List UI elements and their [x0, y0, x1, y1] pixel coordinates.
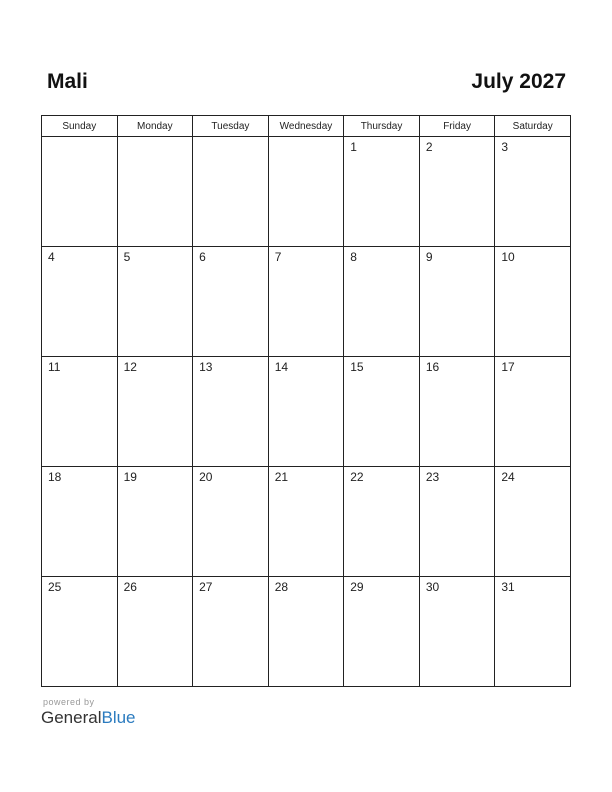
weekday-saturday: Saturday [495, 116, 571, 137]
day-cell [419, 137, 495, 247]
day-cell [42, 137, 118, 247]
day-cell [495, 357, 571, 467]
day-cell [344, 137, 420, 247]
week-row [42, 467, 571, 577]
calendar-grid [41, 115, 571, 687]
day-cell [42, 247, 118, 357]
day-cell [268, 137, 344, 247]
day-number: 25 [48, 580, 62, 594]
day-cell [495, 577, 571, 687]
day-cell [344, 247, 420, 357]
weekday-header-row [42, 116, 571, 137]
brand-logo[interactable] [41, 708, 136, 728]
brand-blue-text: Blue [101, 708, 136, 727]
day-cell [495, 247, 571, 357]
day-number: 10 [501, 250, 515, 264]
day-number: 6 [199, 250, 206, 264]
day-cell [268, 357, 344, 467]
day-number: 29 [350, 580, 364, 594]
day-number: 2 [425, 140, 433, 154]
month-year-title: July 2027 [471, 70, 566, 93]
day-cell [344, 357, 420, 467]
day-cell [117, 137, 193, 247]
day-cell [344, 577, 420, 687]
day-cell [117, 357, 193, 467]
day-cell [419, 357, 495, 467]
week-row [42, 247, 571, 357]
day-number: 17 [501, 360, 515, 374]
weekday-monday: Monday [117, 116, 193, 137]
day-number [42, 137, 117, 140]
weekday-thursday: Thursday [344, 116, 420, 137]
day-number: 1 [350, 140, 357, 154]
day-number: 7 [274, 250, 282, 264]
day-number: 27 [199, 580, 213, 594]
day-number: 19 [123, 470, 137, 484]
day-number: 13 [199, 360, 213, 374]
day-cell [193, 577, 269, 687]
day-number: 30 [425, 580, 440, 594]
day-number [269, 137, 344, 140]
day-cell [268, 577, 344, 687]
day-cell [193, 467, 269, 577]
day-cell [117, 467, 193, 577]
day-number: 14 [274, 360, 289, 374]
weekday-friday: Friday [419, 116, 495, 137]
day-cell [193, 357, 269, 467]
day-number: 22 [350, 470, 364, 484]
day-number: 15 [350, 360, 364, 374]
day-cell [117, 247, 193, 357]
country-title: Mali [47, 70, 88, 93]
day-number: 21 [274, 470, 289, 484]
weekday-wednesday: Wednesday [268, 116, 344, 137]
day-cell [419, 467, 495, 577]
brand-general-text: General [41, 708, 102, 727]
day-cell [117, 577, 193, 687]
day-cell [419, 577, 495, 687]
day-number: 16 [425, 360, 440, 374]
day-number: 24 [501, 470, 515, 484]
day-number: 18 [48, 470, 62, 484]
day-cell [419, 247, 495, 357]
day-number: 28 [274, 580, 289, 594]
day-cell [495, 137, 571, 247]
day-number [118, 137, 193, 140]
week-row [42, 577, 571, 687]
day-number: 4 [48, 250, 55, 264]
day-number: 5 [123, 250, 131, 264]
week-row [42, 137, 571, 247]
day-cell [268, 467, 344, 577]
day-number: 23 [425, 470, 440, 484]
day-cell [344, 467, 420, 577]
day-number: 12 [123, 360, 137, 374]
footer-branding [41, 697, 136, 728]
day-number: 8 [350, 250, 357, 264]
day-number: 3 [501, 140, 509, 154]
week-row [42, 357, 571, 467]
weekday-tuesday: Tuesday [193, 116, 269, 137]
day-number: 31 [501, 580, 515, 594]
powered-by-text: powered by [43, 697, 95, 707]
day-number [193, 137, 268, 140]
day-cell [193, 137, 269, 247]
day-cell [42, 467, 118, 577]
day-number: 9 [425, 250, 433, 264]
day-number: 20 [199, 470, 213, 484]
day-cell [495, 467, 571, 577]
day-cell [42, 577, 118, 687]
day-number: 26 [123, 580, 137, 594]
weekday-sunday: Sunday [42, 116, 118, 137]
day-number: 11 [48, 360, 61, 374]
day-cell [268, 247, 344, 357]
day-cell [42, 357, 118, 467]
day-cell [193, 247, 269, 357]
